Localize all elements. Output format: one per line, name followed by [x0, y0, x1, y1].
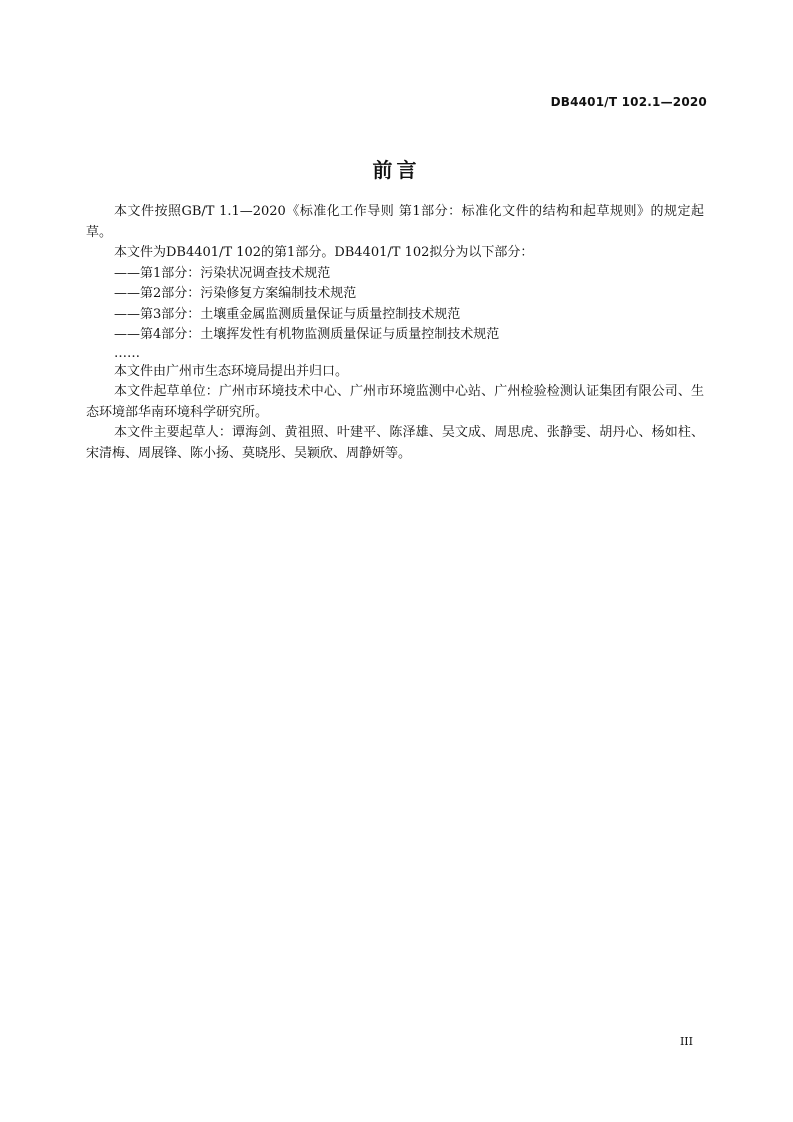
page-number: III [679, 1035, 693, 1048]
part-list-item: ——第3部分：土壤重金属监测质量保证与质量控制技术规范 [114, 306, 461, 322]
paragraph-drafting-units: 本文件起草单位：广州市环境技术中心、广州市环境监测中心站、广州检验检测认证集团有限公司、生态环境部华南环境科学研究所。 [86, 384, 704, 420]
paragraph-drafting-rules: 本文件按照GB/T 1.1—2020《标准化工作导则 第1部分：标准化文件的结构和起草规则》的规定起草。 [86, 204, 704, 240]
list-ellipsis: …… [114, 345, 140, 361]
page-title: 前言 [372, 158, 421, 182]
part-list-item: ——第4部分：土壤挥发性有机物监测质量保证与质量控制技术规范 [114, 327, 500, 342]
paragraph-drafters: 本文件主要起草人：谭海剑、黄祖照、叶建平、陈泽雄、吴文成、周思虎、张静雯、胡丹心、杨如柱、宋清梅、周展锋、陈小扬、莫晓彤、吴颖欣、周静妍等。 [86, 425, 704, 461]
foreword-body [86, 202, 704, 464]
part-list-item: ——第2部分：污染修复方案编制技术规范 [114, 286, 357, 301]
document-code: DB4401/T 102.1—2020 [550, 95, 707, 109]
paragraph-parts-intro: 本文件为DB4401/T 102的第1部分。DB4401/T 102拟分为以下部分： [114, 245, 534, 260]
part-list-item: ——第1部分：污染状况调查技术规范 [114, 265, 331, 281]
paragraph-proposer: 本文件由广州市生态环境局提出并归口。 [114, 363, 349, 379]
